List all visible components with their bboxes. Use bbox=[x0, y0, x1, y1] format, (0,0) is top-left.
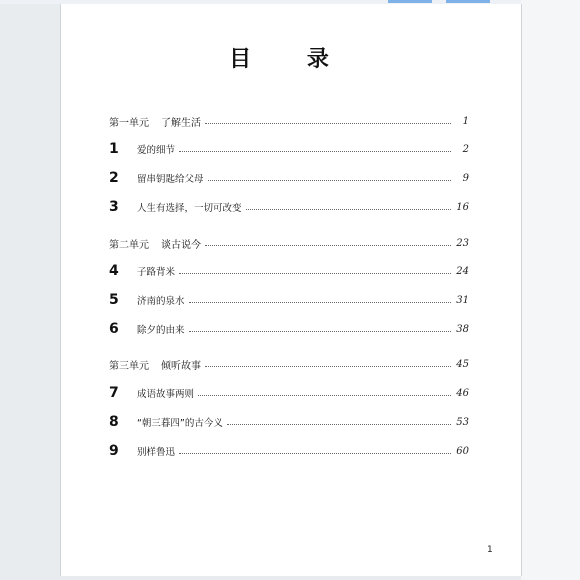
dot-leader bbox=[227, 424, 451, 425]
lesson-title: 济南的泉水 bbox=[137, 296, 185, 307]
lesson-number: 8 bbox=[109, 414, 119, 430]
dot-leader bbox=[205, 366, 451, 367]
lesson-page: 38 bbox=[456, 323, 469, 335]
lesson-title: 人生有选择，一切可改变 bbox=[137, 203, 242, 214]
toc-unit-1[interactable] bbox=[109, 112, 469, 130]
toc-lesson-2[interactable] bbox=[109, 169, 469, 187]
lesson-title: 留串钥匙给父母 bbox=[137, 174, 204, 185]
lesson-page: 9 bbox=[462, 172, 469, 184]
unit-name: 第二单元 bbox=[109, 239, 149, 251]
toc-unit-3[interactable] bbox=[109, 355, 469, 373]
unit-page: 23 bbox=[456, 237, 469, 249]
unit-subtitle: 了解生活 bbox=[161, 117, 201, 129]
dot-leader bbox=[179, 453, 451, 454]
lesson-page: 53 bbox=[456, 416, 469, 428]
lesson-page: 24 bbox=[456, 265, 469, 277]
dot-leader bbox=[208, 180, 451, 181]
toc-lesson-5[interactable] bbox=[109, 291, 469, 309]
dot-leader bbox=[179, 273, 451, 274]
page-number: 1 bbox=[487, 545, 493, 555]
unit-page: 1 bbox=[462, 115, 469, 127]
lesson-number: 1 bbox=[109, 141, 119, 157]
toc-unit-2[interactable] bbox=[109, 234, 469, 252]
lesson-title: 成语故事两则 bbox=[137, 389, 195, 400]
lesson-number: 7 bbox=[109, 385, 119, 401]
lesson-title: 除夕的由来 bbox=[137, 325, 185, 336]
lesson-number: 4 bbox=[109, 263, 119, 279]
unit-subtitle: 倾听故事 bbox=[161, 360, 201, 372]
lesson-number: 6 bbox=[109, 321, 119, 337]
lesson-page: 16 bbox=[456, 201, 469, 213]
dot-leader bbox=[205, 123, 451, 124]
lesson-number: 5 bbox=[109, 292, 119, 308]
lesson-number: 9 bbox=[109, 443, 119, 459]
dot-leader bbox=[189, 302, 451, 303]
page-title: 目 录 bbox=[229, 47, 353, 72]
lesson-number: 2 bbox=[109, 170, 119, 186]
dot-leader bbox=[198, 395, 451, 396]
lesson-title: 爱的细节 bbox=[137, 145, 176, 156]
lesson-title: 别样鲁迅 bbox=[137, 447, 176, 458]
lesson-page: 46 bbox=[456, 387, 469, 399]
toc-lesson-1[interactable] bbox=[109, 140, 469, 158]
toc-lesson-4[interactable] bbox=[109, 262, 469, 280]
lesson-number: 3 bbox=[109, 199, 119, 215]
lesson-page: 31 bbox=[456, 294, 469, 306]
viewer-right-margin bbox=[521, 0, 580, 580]
toc-lesson-7[interactable] bbox=[109, 384, 469, 402]
lesson-title: 子路背米 bbox=[137, 267, 176, 278]
dot-leader bbox=[179, 151, 451, 152]
unit-subtitle: 谈古说今 bbox=[161, 239, 201, 251]
document-page bbox=[60, 4, 522, 576]
unit-page: 45 bbox=[456, 358, 469, 370]
unit-name: 第一单元 bbox=[109, 117, 149, 129]
unit-name: 第三单元 bbox=[109, 360, 149, 372]
lesson-page: 60 bbox=[456, 445, 469, 457]
lesson-title: “朝三暮四”的古今义 bbox=[137, 418, 223, 429]
toc-lesson-6[interactable] bbox=[109, 320, 469, 338]
toolbar-tab[interactable] bbox=[446, 0, 490, 3]
toolbar-tab[interactable] bbox=[388, 0, 432, 3]
toc-lesson-8[interactable] bbox=[109, 413, 469, 431]
dot-leader bbox=[189, 331, 451, 332]
toc-lesson-3[interactable] bbox=[109, 198, 469, 216]
lesson-page: 2 bbox=[462, 143, 469, 155]
toc-lesson-9[interactable] bbox=[109, 442, 469, 460]
dot-leader bbox=[205, 245, 451, 246]
dot-leader bbox=[246, 209, 451, 210]
